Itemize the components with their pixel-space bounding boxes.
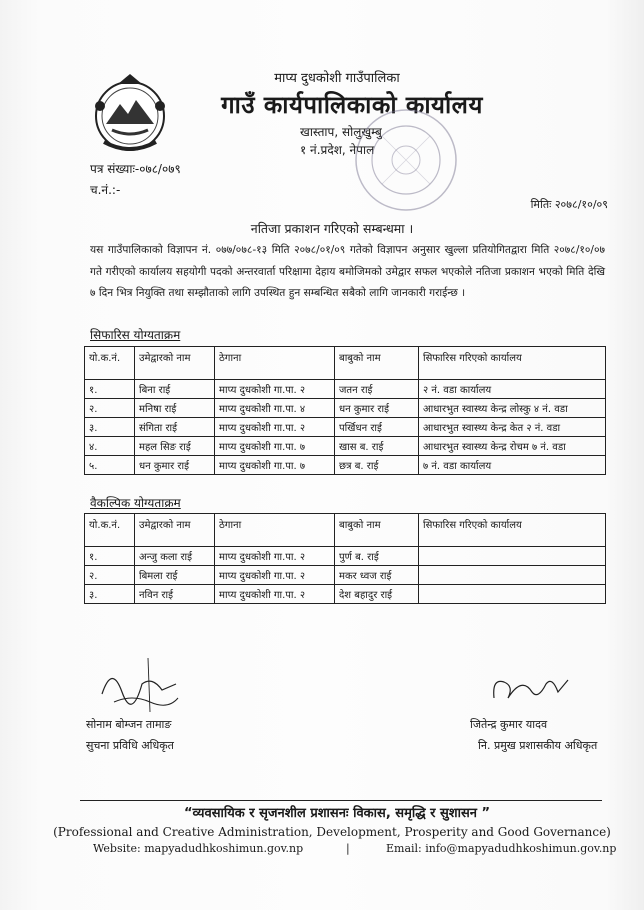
- table-cell: पर्खिधन राई: [335, 418, 419, 437]
- table-cell: बिमला राई: [135, 566, 215, 585]
- left-signatory-title: सुचना प्रविधि अधिकृत: [86, 739, 174, 752]
- header-cell: उमेद्वारको नाम: [135, 514, 215, 547]
- address-line-1: खास्ताप, सोलुखुम्बु: [300, 125, 382, 139]
- header-cell: यो.क.नं.: [85, 347, 135, 380]
- table-cell: माप्य दुधकोशी गा.पा. २: [215, 380, 335, 399]
- body-paragraph: यस गाउँपालिकाको विज्ञापन नं. ०७७/०७८-१३ मिति २०७८/०१/०९ गतेको विज्ञापन अनुसार खुल्ला प्रतियोगितद्वारा मिति २०७८/१०/०७ गते गरीएको कार्यालय सहयोगी पदको अन्तरवार्ता परिक्षामा देहाय बमोजिमको उमेद्वार सफल भएकोले नतिजा प्रकाशन भएको मिति देखि ७ दिन भित्र नियुक्ति तथा सम्झौताको लागि उपस्थित हुन सम्बन्धित सबैको लागि जानकारी गराईन्छ ।: [90, 244, 605, 299]
- table-row: [85, 547, 606, 566]
- recommended-table: [84, 346, 606, 475]
- address-line-2: १ नं.प्रदेश, नेपाल: [300, 143, 375, 157]
- table-cell: माप्य दुधकोशी गा.पा. २: [215, 547, 335, 566]
- table-row: [85, 437, 606, 456]
- table-cell: आधारभुत स्वास्थ्य केन्द्र केत २ नं. वडा: [419, 418, 606, 437]
- table-cell: माप्य दुधकोशी गा.पा. २: [215, 566, 335, 585]
- table-cell: [419, 585, 606, 604]
- table-cell: नविन राई: [135, 585, 215, 604]
- table-cell: माप्य दुधकोशी गा.पा. ७: [215, 437, 335, 456]
- table-cell: संगिता राई: [135, 418, 215, 437]
- dispatch-number: च.नं.:-: [90, 183, 121, 197]
- table-cell: आधारभुत स्वास्थ्य केन्द्र रोचम ७ नं. वडा: [419, 437, 606, 456]
- alternate-list-title: वैकल्पिक योग्यताक्रम: [90, 496, 181, 510]
- table-row: [85, 380, 606, 399]
- header-cell: सिफारिस गरिएको कार्यालय: [419, 514, 606, 547]
- header-cell: यो.क.नं.: [85, 514, 135, 547]
- table-row: [85, 418, 606, 437]
- table-cell: मकर ध्वज राई: [335, 566, 419, 585]
- footer-email: Email: info@mapyadudhkoshimun.gov.np: [386, 842, 617, 855]
- table-cell: खास ब. राई: [335, 437, 419, 456]
- footer-website: Website: mapyadudhkoshimun.gov.np: [93, 842, 304, 855]
- table-cell: [419, 566, 606, 585]
- table-cell: माप्य दुधकोशी गा.पा. २: [215, 585, 335, 604]
- table-cell: पुर्ण ब. राई: [335, 547, 419, 566]
- table-row: [85, 585, 606, 604]
- table-cell: आधारभुत स्वास्थ्य केन्द्र लोस्कु ४ नं. वडा: [419, 399, 606, 418]
- table-cell: बिना राई: [135, 380, 215, 399]
- office-title: गाउँ कार्यपालिकाको कार्यालय: [221, 91, 483, 119]
- table-cell: माप्य दुधकोशी गा.पा. ४: [215, 399, 335, 418]
- table-cell: माप्य दुधकोशी गा.पा. ७: [215, 456, 335, 475]
- letter-date: मितिः २०७८/१०/०९: [530, 198, 608, 211]
- table-cell: देश बहादुर राई: [335, 585, 419, 604]
- table-cell: अन्जु कला राई: [135, 547, 215, 566]
- header-cell: ठेगाना: [215, 514, 335, 547]
- footer-slogan: “व्यवसायिक र सृजनशील प्रशासनः विकास, समृद्धि र सुशासन ”: [183, 806, 491, 821]
- table-cell: २.: [85, 566, 135, 585]
- right-signatory-title: नि. प्रमुख प्रशासकीय अधिकृत: [478, 739, 598, 752]
- table-cell: ३.: [85, 585, 135, 604]
- right-signatory-name: जितेन्द्र कुमार यादव: [470, 718, 548, 731]
- table-cell: महल सिङ राई: [135, 437, 215, 456]
- header-cell: बाबुको नाम: [335, 347, 419, 380]
- table-cell: छत्र ब. राई: [335, 456, 419, 475]
- table-row: [85, 456, 606, 475]
- table-cell: [419, 547, 606, 566]
- footer-divider: [80, 800, 602, 801]
- office-stamp-icon: [352, 106, 460, 214]
- table-cell: धन कुमार राई: [335, 399, 419, 418]
- table-row: [85, 566, 606, 585]
- right-signature-icon: [488, 672, 572, 706]
- recommended-list-title: सिफारिस योग्यताक्रम: [90, 328, 181, 342]
- table-cell: ५.: [85, 456, 135, 475]
- left-signatory-name: सोनाम बोम्जन तामाङ: [86, 718, 172, 731]
- letter-number: पत्र संख्याः-०७८/०७९: [90, 162, 181, 176]
- table-cell: धन कुमार राई: [135, 456, 215, 475]
- table-cell: मनिषा राई: [135, 399, 215, 418]
- municipality-name: माप्य दुधकोशी गाउँपालिका: [274, 71, 400, 86]
- table-header-row: [85, 514, 606, 547]
- subject-line: नतिजा प्रकाशन गरिएको सम्बन्धमा ।: [250, 221, 414, 236]
- header-cell: बाबुको नाम: [335, 514, 419, 547]
- footer-separator: |: [346, 842, 350, 855]
- header-cell: उमेद्वारको नाम: [135, 347, 215, 380]
- table-cell: माप्य दुधकोशी गा.पा. २: [215, 418, 335, 437]
- table-cell: २ नं. वडा कार्यालय: [419, 380, 606, 399]
- table-row: [85, 399, 606, 418]
- table-cell: ३.: [85, 418, 135, 437]
- left-signature-icon: [92, 654, 182, 714]
- table-cell: जतन राई: [335, 380, 419, 399]
- table-cell: १.: [85, 547, 135, 566]
- table-cell: ४.: [85, 437, 135, 456]
- table-cell: १.: [85, 380, 135, 399]
- table-header-row: [85, 347, 606, 380]
- header-cell: सिफारिस गरिएको कार्यालय: [419, 347, 606, 380]
- table-cell: २.: [85, 399, 135, 418]
- footer-slogan-english: (Professional and Creative Administration, Development, Prosperity and Good Governance): [53, 825, 611, 839]
- table-cell: ७ नं. वडा कार्यालय: [419, 456, 606, 475]
- header-cell: ठेगाना: [215, 347, 335, 380]
- alternate-table: [84, 513, 606, 604]
